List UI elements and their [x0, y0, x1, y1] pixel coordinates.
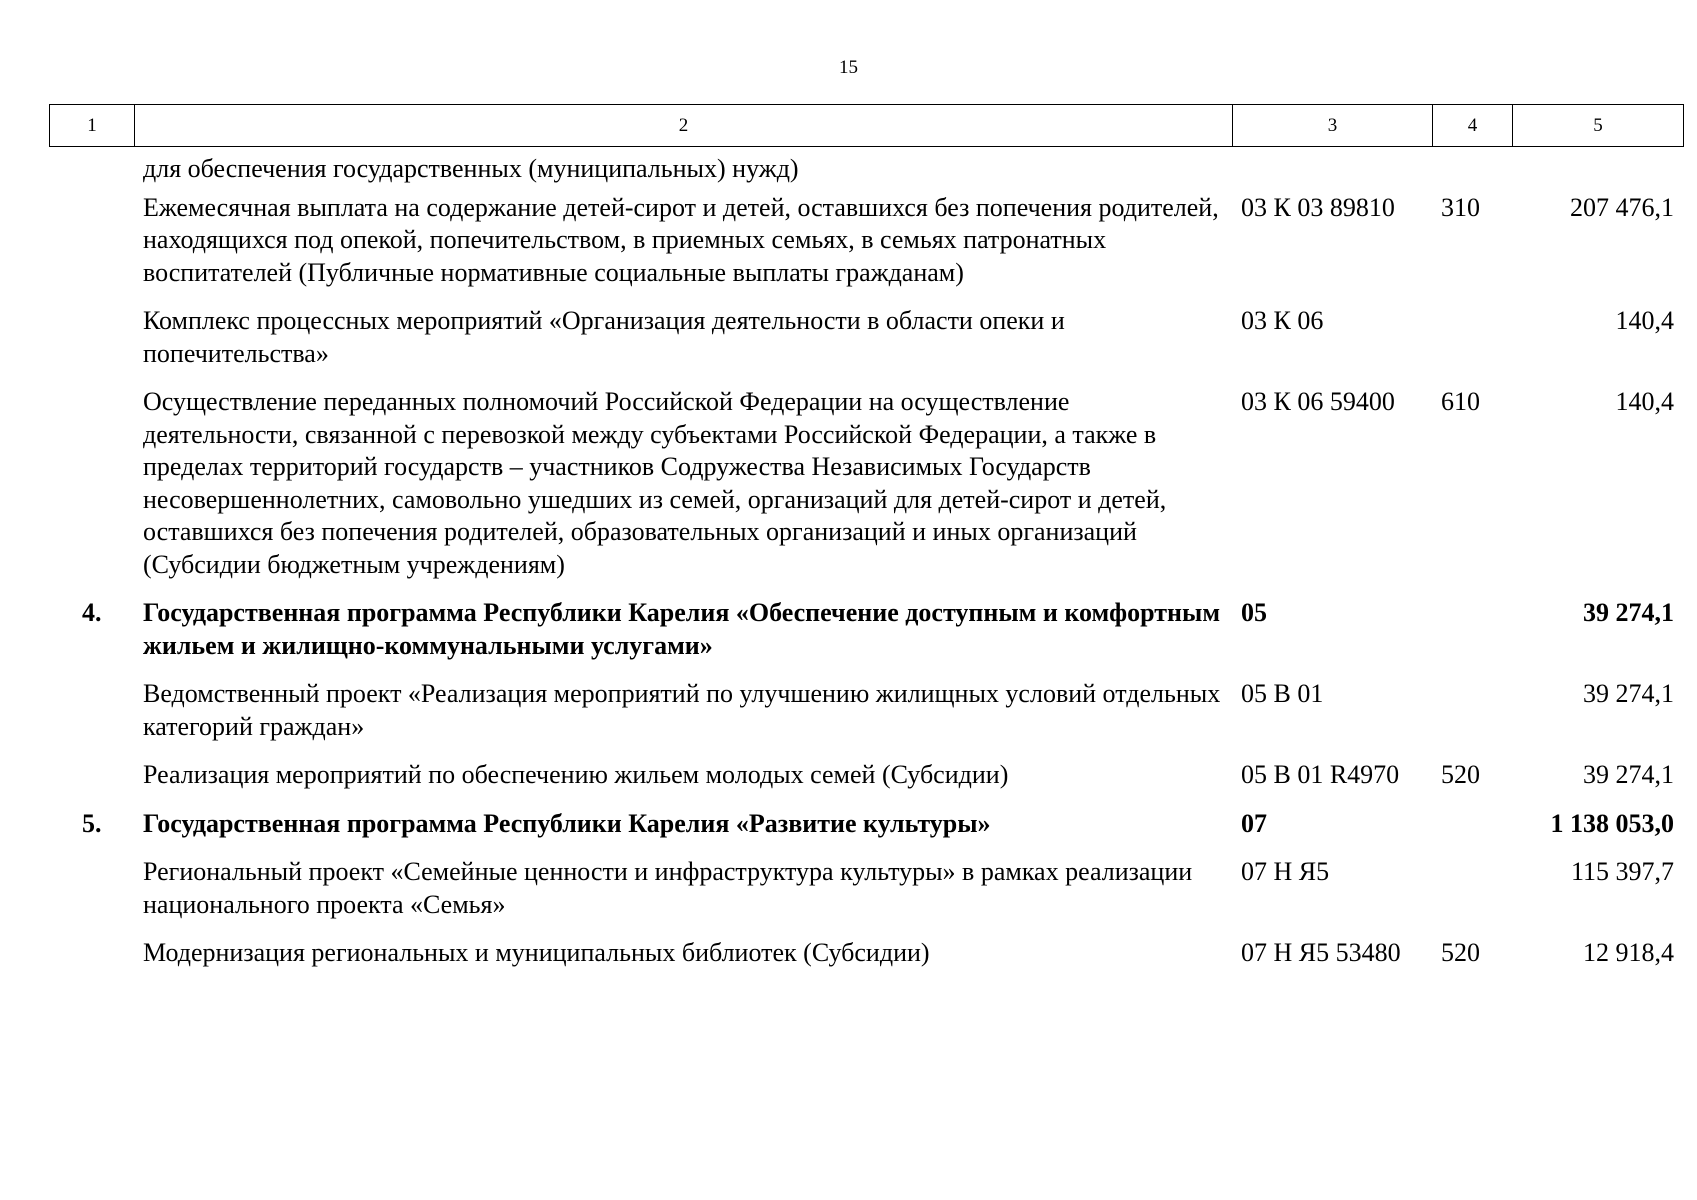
row-expense-type: [1432, 153, 1512, 186]
column-header-3: 3: [1233, 105, 1433, 147]
row-code: 03 К 06 59400: [1241, 387, 1395, 416]
row-expense-type: [1432, 856, 1512, 921]
row-name: Модернизация региональных и муниципальных библиотек (Субсидии): [143, 938, 930, 967]
row-name: Комплекс процессных мероприятий «Организация деятельности в области опеки и попечительства»: [143, 306, 1065, 368]
table-row: [49, 678, 1674, 743]
table-body: [49, 153, 1674, 986]
table-row-program: [49, 808, 1674, 841]
row-name: Региональный проект «Семейные ценности и инфраструктура культуры» в рамках реализации национального проекта «Семья»: [143, 857, 1193, 919]
table-row: [49, 305, 1674, 370]
row-number: [49, 386, 134, 581]
row-name: Осуществление переданных полномочий Российской Федерации на осуществление деятельности, связанной с перевозкой между субъектами Российской Федерации, а также в пределах территорий государств – участников Содружества Независимых Государств несовершеннолетних, самовольно ушедших из семей, организаций для детей-сирот и детей, оставшихся без попечения родителей, образовательных организаций и иных организаций (Субсидии бюджетным учреждениям): [143, 387, 1167, 579]
row-amount: 1 138 053,0: [1550, 808, 1674, 838]
row-number: [49, 192, 134, 290]
row-expense-type: 310: [1441, 192, 1480, 222]
table-row: [49, 856, 1674, 921]
row-number: [49, 937, 134, 970]
row-code: 03 К 06: [1241, 306, 1324, 335]
row-amount: 140,4: [1615, 387, 1674, 416]
row-expense-type: 520: [1441, 938, 1480, 967]
column-header-5: 5: [1513, 105, 1684, 147]
row-expense-type: [1432, 808, 1512, 841]
row-amount: 39 274,1: [1583, 679, 1674, 708]
row-amount: 39 274,1: [1583, 598, 1674, 627]
column-header-table: [49, 104, 1684, 147]
column-header-row: [50, 105, 1684, 147]
row-amount: 12 918,4: [1583, 938, 1674, 967]
row-expense-type: 610: [1441, 387, 1480, 416]
table-row-program: [49, 597, 1674, 662]
row-code: 05 В 01 R4970: [1241, 760, 1400, 789]
row-expense-type: [1432, 597, 1512, 662]
table-row: [49, 153, 1635, 186]
row-amount: 140,4: [1615, 306, 1674, 335]
row-number: 4.: [82, 598, 102, 627]
row-expense-type: [1432, 678, 1512, 743]
table-row: [49, 759, 1674, 792]
row-number: [49, 856, 134, 921]
row-expense-type: [1432, 305, 1512, 370]
row-code: 05: [1241, 598, 1267, 627]
row-name: Ежемесячная выплата на содержание детей-сирот и детей, оставшихся без попечения родителей, находящихся под опекой, попечительством, в приемных семьях, в семьях патронатных воспитателей (Публичные нормативные социальные выплаты гражданам): [143, 192, 1219, 287]
column-header-4: 4: [1433, 105, 1513, 147]
row-amount: [1512, 153, 1683, 186]
row-name: Государственная программа Республики Карелия «Развитие культуры»: [143, 808, 991, 838]
row-code: 07 Н Я5 53480: [1241, 938, 1401, 967]
row-number: 5.: [82, 808, 102, 838]
row-amount: 39 274,1: [1583, 760, 1674, 789]
row-code: 07 Н Я5: [1241, 857, 1330, 886]
row-code: 07: [1241, 808, 1267, 838]
table-row: [49, 192, 1674, 290]
row-name: Государственная программа Республики Карелия «Обеспечение доступным и комфортным жильем и жилищно-коммунальными услугами»: [143, 598, 1221, 660]
page-number: 15: [839, 57, 858, 78]
row-number: [49, 305, 134, 370]
row-number: [49, 678, 134, 743]
column-header-2: 2: [135, 105, 1233, 147]
row-name: для обеспечения государственных (муниципальных) нужд): [143, 154, 799, 183]
column-header-1: 1: [50, 105, 135, 147]
row-number: [49, 153, 134, 186]
row-name: Ведомственный проект «Реализация мероприятий по улучшению жилищных условий отдельных категорий граждан»: [143, 679, 1221, 741]
row-name: Реализация мероприятий по обеспечению жильем молодых семей (Субсидии): [143, 760, 1009, 789]
row-amount: 115 397,7: [1570, 857, 1674, 886]
row-expense-type: 520: [1441, 760, 1480, 789]
row-code: [1232, 153, 1432, 186]
row-code: 05 В 01: [1241, 679, 1324, 708]
row-amount: 207 476,1: [1570, 192, 1674, 222]
table-row: [49, 386, 1674, 581]
table-row: [49, 937, 1674, 970]
row-code: 03 К 03 89810: [1241, 192, 1395, 222]
row-number: [49, 759, 134, 792]
